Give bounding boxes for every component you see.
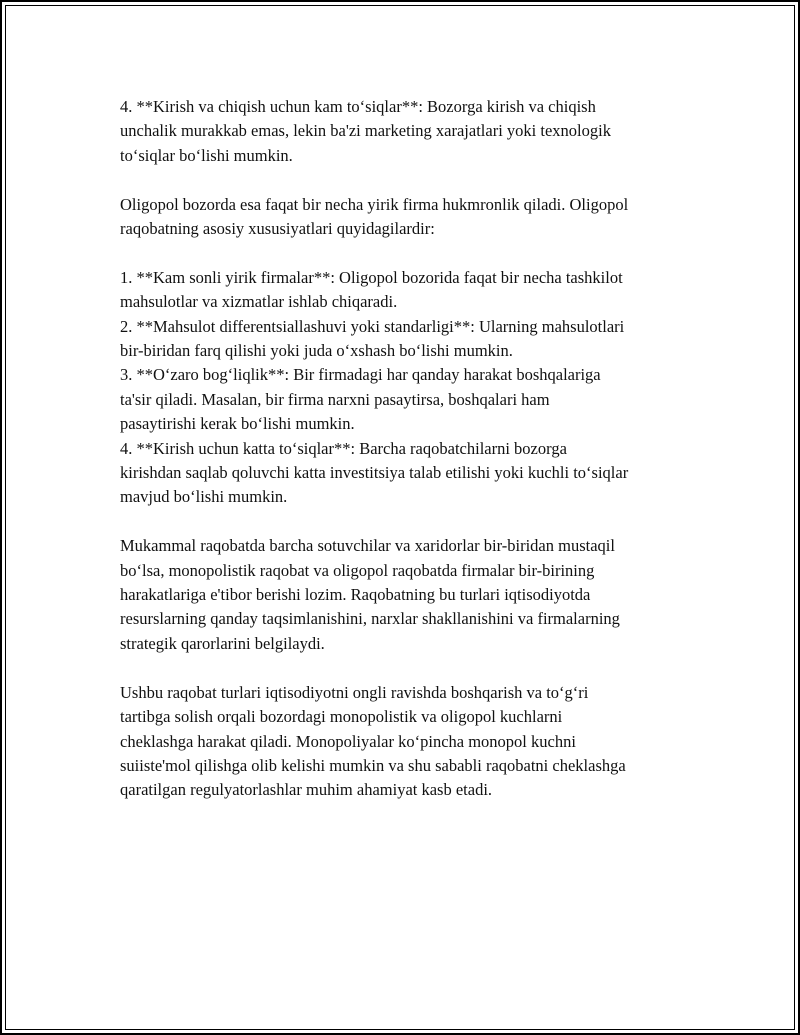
text-line: mavjud bo‘lishi mumkin. — [120, 487, 288, 507]
text-line: strategik qarorlarini belgilaydi. — [120, 633, 325, 653]
text-line: kirishdan saqlab qoluvchi katta investitsiya talab etilishi yoki kuchli to‘siqlar — [120, 463, 629, 483]
paragraph-comparison — [120, 534, 695, 656]
paragraph-regulation — [120, 681, 695, 803]
text-line: 4. **Kirish uchun katta to‘siqlar**: Barcha raqobatchilarni bozorga — [120, 438, 567, 458]
text-line: Oligopol bozorda esa faqat bir necha yirik firma hukmronlik qiladi. Oligopol — [120, 194, 629, 214]
text-line: qaratilgan regulyatorlashlar muhim ahamiyat kasb etadi. — [120, 780, 493, 800]
paragraph-oligopoly-intro — [120, 193, 695, 242]
text-line: to‘siqlar bo‘lishi mumkin. — [120, 145, 293, 165]
text-line: bo‘lsa, monopolistik raqobat va oligopol raqobatda firmalar bir-birining — [120, 560, 595, 580]
document-body — [120, 95, 695, 827]
text-line: 1. **Kam sonli yirik firmalar**: Oligopol bozorida faqat bir necha tashkilot — [120, 267, 623, 287]
text-line: bir-biridan farq qilishi yoki juda o‘xshash bo‘lishi mumkin. — [120, 341, 513, 361]
paragraph-entry-barriers-low — [120, 95, 695, 168]
text-line: 4. **Kirish va chiqish uchun kam to‘siqlar**: Bozorga kirish va chiqish — [120, 97, 596, 116]
text-line: unchalik murakkab emas, lekin ba'zi marketing xarajatlari yoki texnologik — [120, 121, 611, 141]
text-line: cheklashga harakat qiladi. Monopoliyalar ko‘pincha monopol kuchni — [120, 731, 576, 751]
text-line: tartibga solish orqali bozordagi monopolistik va oligopol kuchlarni — [120, 707, 563, 727]
text-line: raqobatning asosiy xususiyatlari quyidagilardir: — [120, 219, 435, 239]
text-line: 3. **O‘zaro bog‘liqlik**: Bir firmadagi har qanday harakat boshqalariga — [120, 365, 601, 385]
paragraph-oligopoly-features — [120, 266, 695, 510]
text-line: ta'sir qiladi. Masalan, bir firma narxni pasaytirsa, boshqalari ham — [120, 389, 550, 409]
text-line: 2. **Mahsulot differentsiallashuvi yoki standarligi**: Ularning mahsulotlari — [120, 316, 625, 336]
text-line: Mukammal raqobatda barcha sotuvchilar va xaridorlar bir-biridan mustaqil — [120, 536, 615, 556]
text-line: pasaytirishi kerak bo‘lishi mumkin. — [120, 414, 355, 434]
text-line: Ushbu raqobat turlari iqtisodiyotni ongli ravishda boshqarish va to‘g‘ri — [120, 682, 589, 702]
text-line: mahsulotlar va xizmatlar ishlab chiqaradi. — [120, 292, 398, 312]
text-line: resurslarning qanday taqsimlanishini, narxlar shakllanishini va firmalarning — [120, 609, 620, 629]
text-line: harakatlariga e'tibor berishi lozim. Raqobatning bu turlari iqtisodiyotda — [120, 585, 591, 605]
text-line: suiiste'mol qilishga olib kelishi mumkin va shu sababli raqobatni cheklashga — [120, 755, 626, 775]
